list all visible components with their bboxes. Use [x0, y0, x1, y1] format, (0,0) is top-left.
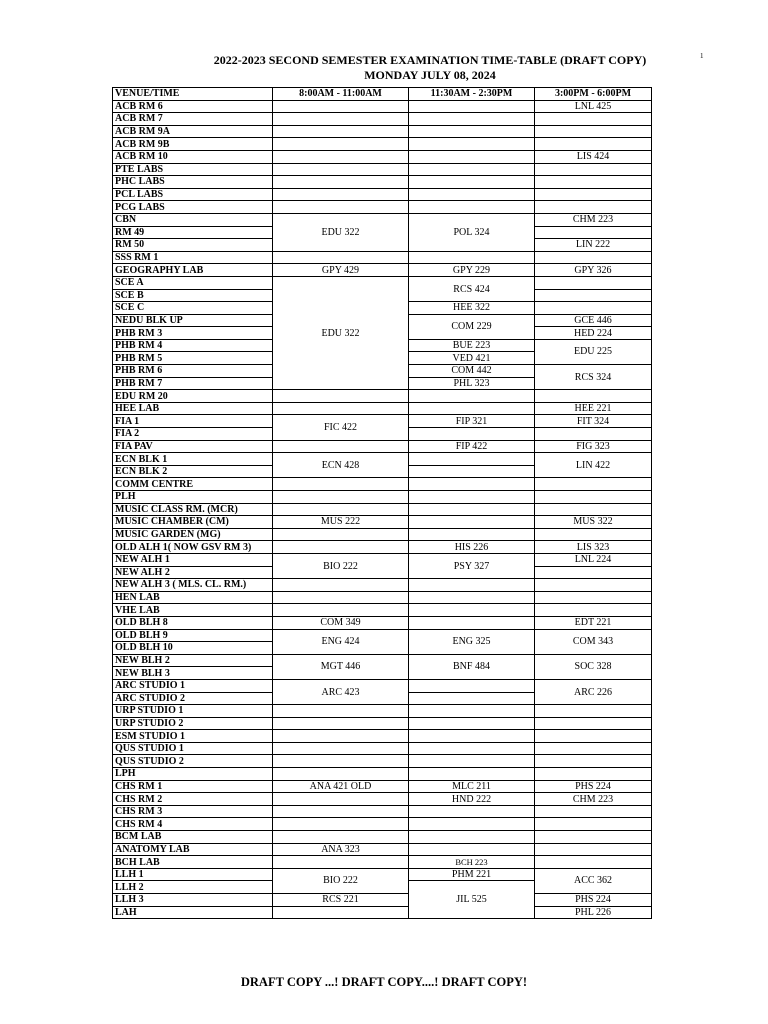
- table-row: [113, 478, 652, 491]
- venue-cell: PCG LABS: [113, 201, 273, 214]
- course-cell: EDT 221: [535, 616, 652, 629]
- table-row: [113, 528, 652, 541]
- course-cell: GPY 326: [535, 264, 652, 277]
- table-row: [113, 125, 652, 138]
- course-cell: [409, 478, 535, 491]
- venue-cell: QUS STUDIO 1: [113, 742, 273, 755]
- venue-cell: ECN BLK 2: [113, 465, 273, 478]
- course-cell: [409, 616, 535, 629]
- course-cell: [273, 591, 409, 604]
- course-cell: [273, 402, 409, 415]
- venue-cell: ACB RM 6: [113, 100, 273, 113]
- course-cell: [535, 201, 652, 214]
- course-cell: LIN 222: [535, 239, 652, 252]
- table-row: [113, 730, 652, 743]
- venue-cell: ESM STUDIO 1: [113, 730, 273, 743]
- course-cell: EDU 322: [273, 276, 409, 389]
- venue-cell: ARC STUDIO 2: [113, 692, 273, 705]
- course-cell: [409, 768, 535, 781]
- venue-cell: PHB RM 4: [113, 339, 273, 352]
- course-cell: ECN 428: [273, 453, 409, 478]
- venue-cell: PHB RM 3: [113, 327, 273, 340]
- table-row: [113, 213, 652, 226]
- course-cell: [535, 302, 652, 315]
- venue-cell: FIA 2: [113, 428, 273, 441]
- course-cell: FIT 324: [535, 415, 652, 428]
- title-line-1: 2022-2023 SECOND SEMESTER EXAMINATION TIME-TABLE (DRAFT COPY): [213, 53, 647, 67]
- course-cell: BNF 484: [409, 654, 535, 679]
- course-cell: [409, 465, 535, 478]
- course-cell: SOC 328: [535, 654, 652, 679]
- venue-cell: MUSIC GARDEN (MG): [113, 528, 273, 541]
- course-cell: ACC 362: [535, 868, 652, 893]
- table-row: [113, 906, 652, 919]
- header-slot-2: 11:30AM - 2:30PM: [409, 88, 535, 101]
- venue-cell: ECN BLK 1: [113, 453, 273, 466]
- course-cell: [409, 113, 535, 126]
- course-cell: MUS 222: [273, 516, 409, 529]
- course-cell: [273, 818, 409, 831]
- venue-cell: ACB RM 9B: [113, 138, 273, 151]
- course-cell: FIC 422: [273, 415, 409, 440]
- course-cell: [409, 579, 535, 592]
- course-cell: [273, 125, 409, 138]
- course-cell: [535, 226, 652, 239]
- table-row: [113, 768, 652, 781]
- course-cell: [273, 440, 409, 453]
- course-cell: [409, 125, 535, 138]
- course-cell: [273, 755, 409, 768]
- course-cell: RCS 324: [535, 365, 652, 390]
- course-cell: [535, 768, 652, 781]
- table-row: [113, 453, 652, 466]
- table-row: [113, 553, 652, 566]
- venue-cell: MUSIC CLASS RM. (MCR): [113, 503, 273, 516]
- venue-cell: SCE C: [113, 302, 273, 315]
- venue-cell: LLH 3: [113, 894, 273, 907]
- venue-cell: SCE B: [113, 289, 273, 302]
- course-cell: [409, 528, 535, 541]
- course-cell: LIS 323: [535, 541, 652, 554]
- venue-cell: URP STUDIO 1: [113, 705, 273, 718]
- header-row: [113, 88, 652, 101]
- table-row: [113, 705, 652, 718]
- course-cell: [535, 491, 652, 504]
- table-row: [113, 868, 652, 881]
- course-cell: [273, 541, 409, 554]
- course-cell: [409, 503, 535, 516]
- course-cell: [273, 717, 409, 730]
- table-row: [113, 717, 652, 730]
- venue-cell: LAH: [113, 906, 273, 919]
- course-cell: [535, 125, 652, 138]
- table-row: [113, 440, 652, 453]
- course-cell: [273, 503, 409, 516]
- table-row: [113, 176, 652, 189]
- venue-cell: NEDU BLK UP: [113, 314, 273, 327]
- course-cell: [409, 831, 535, 844]
- table-row: [113, 742, 652, 755]
- venue-cell: ANATOMY LAB: [113, 843, 273, 856]
- course-cell: HIS 226: [409, 541, 535, 554]
- course-cell: [409, 100, 535, 113]
- venue-cell: NEW ALH 1: [113, 553, 273, 566]
- course-cell: [535, 805, 652, 818]
- table-row: [113, 843, 652, 856]
- course-cell: [535, 503, 652, 516]
- table-row: [113, 100, 652, 113]
- course-cell: [273, 188, 409, 201]
- course-cell: [535, 579, 652, 592]
- table-row: [113, 402, 652, 415]
- course-cell: [273, 390, 409, 403]
- course-cell: COM 442: [409, 365, 535, 378]
- course-cell: ARC 423: [273, 679, 409, 704]
- course-cell: [273, 100, 409, 113]
- venue-cell: CHS RM 2: [113, 793, 273, 806]
- table-row: [113, 138, 652, 151]
- course-cell: COM 343: [535, 629, 652, 654]
- course-cell: [273, 138, 409, 151]
- course-cell: [535, 604, 652, 617]
- course-cell: [409, 402, 535, 415]
- page-number: 1: [700, 52, 704, 60]
- venue-cell: PHB RM 5: [113, 352, 273, 365]
- venue-cell: FIA PAV: [113, 440, 273, 453]
- course-cell: LIS 424: [535, 150, 652, 163]
- table-row: [113, 516, 652, 529]
- table-row: [113, 780, 652, 793]
- course-cell: PHL 226: [535, 906, 652, 919]
- course-cell: [409, 163, 535, 176]
- venue-cell: BCM LAB: [113, 831, 273, 844]
- course-cell: [409, 705, 535, 718]
- venue-cell: RM 50: [113, 239, 273, 252]
- course-cell: [273, 113, 409, 126]
- course-cell: HED 224: [535, 327, 652, 340]
- course-cell: [273, 491, 409, 504]
- course-cell: LNL 425: [535, 100, 652, 113]
- venue-cell: HEN LAB: [113, 591, 273, 604]
- course-cell: CHM 223: [535, 213, 652, 226]
- venue-cell: LPH: [113, 768, 273, 781]
- course-cell: ENG 424: [273, 629, 409, 654]
- course-cell: [273, 251, 409, 264]
- course-cell: [409, 453, 535, 466]
- table-row: [113, 793, 652, 806]
- table-row: [113, 591, 652, 604]
- venue-cell: ACB RM 7: [113, 113, 273, 126]
- course-cell: [535, 188, 652, 201]
- course-cell: [535, 176, 652, 189]
- course-cell: VED 421: [409, 352, 535, 365]
- course-cell: HEE 221: [535, 402, 652, 415]
- table-row: [113, 629, 652, 642]
- venue-cell: MUSIC CHAMBER (CM): [113, 516, 273, 529]
- course-cell: [409, 251, 535, 264]
- course-cell: [409, 188, 535, 201]
- venue-cell: SCE A: [113, 276, 273, 289]
- course-cell: [409, 818, 535, 831]
- table-row: [113, 264, 652, 277]
- table-row: [113, 150, 652, 163]
- table-row: [113, 251, 652, 264]
- course-cell: MUS 322: [535, 516, 652, 529]
- course-cell: [273, 604, 409, 617]
- course-cell: GCE 446: [535, 314, 652, 327]
- course-cell: ARC 226: [535, 679, 652, 704]
- timetable-body: [113, 100, 652, 919]
- course-cell: [535, 276, 652, 289]
- course-cell: BIO 222: [273, 868, 409, 893]
- course-cell: [535, 755, 652, 768]
- course-cell: [273, 201, 409, 214]
- table-row: [113, 831, 652, 844]
- course-cell: [409, 491, 535, 504]
- course-cell: GPY 229: [409, 264, 535, 277]
- venue-cell: ACB RM 9A: [113, 125, 273, 138]
- header-slot-3: 3:00PM - 6:00PM: [535, 88, 652, 101]
- course-cell: [273, 768, 409, 781]
- course-cell: PHL 323: [409, 377, 535, 390]
- table-row: [113, 541, 652, 554]
- venue-cell: PTE LABS: [113, 163, 273, 176]
- course-cell: [273, 856, 409, 869]
- venue-cell: LLH 2: [113, 881, 273, 894]
- course-cell: [273, 150, 409, 163]
- venue-cell: OLD BLH 10: [113, 642, 273, 655]
- course-cell: [535, 856, 652, 869]
- table-row: [113, 491, 652, 504]
- venue-cell: PHB RM 7: [113, 377, 273, 390]
- course-cell: [535, 818, 652, 831]
- header-slot-1: 8:00AM - 11:00AM: [273, 88, 409, 101]
- course-cell: [409, 730, 535, 743]
- title-line-2: MONDAY JULY 08, 2024: [364, 68, 496, 82]
- course-cell: [409, 390, 535, 403]
- table-row: [113, 805, 652, 818]
- course-cell: RCS 221: [273, 894, 409, 907]
- course-cell: [409, 755, 535, 768]
- exam-timetable: [112, 87, 652, 919]
- course-cell: [535, 428, 652, 441]
- course-cell: RCS 424: [409, 276, 535, 301]
- course-cell: [409, 742, 535, 755]
- venue-cell: OLD ALH 1( NOW GSV RM 3): [113, 541, 273, 554]
- course-cell: PSY 327: [409, 553, 535, 578]
- course-cell: MLC 211: [409, 780, 535, 793]
- course-cell: [409, 138, 535, 151]
- course-cell: [273, 705, 409, 718]
- course-cell: ANA 323: [273, 843, 409, 856]
- venue-cell: VHE LAB: [113, 604, 273, 617]
- course-cell: [535, 163, 652, 176]
- table-row: [113, 604, 652, 617]
- course-cell: [409, 176, 535, 189]
- course-cell: [535, 138, 652, 151]
- course-cell: EDU 322: [273, 213, 409, 251]
- course-cell: [535, 591, 652, 604]
- venue-cell: ACB RM 10: [113, 150, 273, 163]
- draft-footer: DRAFT COPY ...! DRAFT COPY....! DRAFT COPY!: [240, 975, 528, 989]
- table-row: [113, 113, 652, 126]
- course-cell: [409, 679, 535, 692]
- table-row: [113, 390, 652, 403]
- course-cell: PHS 224: [535, 780, 652, 793]
- course-cell: GPY 429: [273, 264, 409, 277]
- course-cell: HEE 322: [409, 302, 535, 315]
- table-row: [113, 579, 652, 592]
- document-title: [0, 53, 768, 83]
- course-cell: PHM 221: [409, 868, 535, 881]
- venue-cell: PHB RM 6: [113, 365, 273, 378]
- venue-cell: NEW ALH 3 ( MLS. CL. RM.): [113, 579, 273, 592]
- table-row: [113, 679, 652, 692]
- venue-cell: PCL LABS: [113, 188, 273, 201]
- venue-cell: BCH LAB: [113, 856, 273, 869]
- course-cell: [409, 516, 535, 529]
- venue-cell: COMM CENTRE: [113, 478, 273, 491]
- course-cell: BUE 223: [409, 339, 535, 352]
- course-cell: [273, 528, 409, 541]
- table-row: [113, 894, 652, 907]
- venue-cell: SSS RM 1: [113, 251, 273, 264]
- course-cell: COM 349: [273, 616, 409, 629]
- course-cell: [409, 805, 535, 818]
- course-cell: [409, 591, 535, 604]
- venue-cell: NEW BLH 2: [113, 654, 273, 667]
- course-cell: POL 324: [409, 213, 535, 251]
- course-cell: [273, 478, 409, 491]
- course-cell: EDU 225: [535, 339, 652, 364]
- course-cell: FIG 323: [535, 440, 652, 453]
- course-cell: HND 222: [409, 793, 535, 806]
- course-cell: [273, 742, 409, 755]
- course-cell: [409, 201, 535, 214]
- venue-cell: RM 49: [113, 226, 273, 239]
- venue-cell: CBN: [113, 213, 273, 226]
- table-row: [113, 503, 652, 516]
- course-cell: [273, 176, 409, 189]
- table-row: [113, 818, 652, 831]
- course-cell: JIL 525: [409, 881, 535, 919]
- table-row: [113, 415, 652, 428]
- venue-cell: HEE LAB: [113, 402, 273, 415]
- venue-cell: QUS STUDIO 2: [113, 755, 273, 768]
- course-cell: [535, 528, 652, 541]
- course-cell: [409, 604, 535, 617]
- venue-cell: OLD BLH 9: [113, 629, 273, 642]
- venue-cell: LLH 1: [113, 868, 273, 881]
- table-row: [113, 188, 652, 201]
- venue-cell: NEW BLH 3: [113, 667, 273, 680]
- course-cell: BCH 223: [409, 856, 535, 869]
- course-cell: [409, 717, 535, 730]
- venue-cell: PLH: [113, 491, 273, 504]
- course-cell: LNL 224: [535, 553, 652, 566]
- course-cell: ANA 421 OLD: [273, 780, 409, 793]
- venue-cell: CHS RM 1: [113, 780, 273, 793]
- table-row: [113, 616, 652, 629]
- venue-cell: GEOGRAPHY LAB: [113, 264, 273, 277]
- table-row: [113, 276, 652, 289]
- venue-cell: NEW ALH 2: [113, 566, 273, 579]
- table-row: [113, 163, 652, 176]
- course-cell: FIP 321: [409, 415, 535, 428]
- venue-cell: FIA 1: [113, 415, 273, 428]
- table-row: [113, 856, 652, 869]
- course-cell: [535, 831, 652, 844]
- course-cell: LIN 422: [535, 453, 652, 478]
- course-cell: [273, 831, 409, 844]
- course-cell: BIO 222: [273, 553, 409, 578]
- course-cell: [535, 251, 652, 264]
- course-cell: ENG 325: [409, 629, 535, 654]
- course-cell: [273, 163, 409, 176]
- header-venue: VENUE/TIME: [113, 88, 273, 101]
- table-row: [113, 201, 652, 214]
- course-cell: [409, 692, 535, 705]
- course-cell: CHM 223: [535, 793, 652, 806]
- venue-cell: OLD BLH 8: [113, 616, 273, 629]
- course-cell: [535, 390, 652, 403]
- course-cell: [535, 730, 652, 743]
- course-cell: MGT 446: [273, 654, 409, 679]
- course-cell: [535, 705, 652, 718]
- venue-cell: URP STUDIO 2: [113, 717, 273, 730]
- course-cell: [535, 566, 652, 579]
- course-cell: [273, 805, 409, 818]
- course-cell: [535, 717, 652, 730]
- venue-cell: CHS RM 3: [113, 805, 273, 818]
- course-cell: [535, 843, 652, 856]
- venue-cell: PHC LABS: [113, 176, 273, 189]
- course-cell: [409, 843, 535, 856]
- course-cell: [273, 793, 409, 806]
- course-cell: [535, 289, 652, 302]
- course-cell: [409, 428, 535, 441]
- course-cell: [535, 113, 652, 126]
- course-cell: [409, 150, 535, 163]
- table-row: [113, 654, 652, 667]
- venue-cell: CHS RM 4: [113, 818, 273, 831]
- course-cell: [273, 579, 409, 592]
- course-cell: FIP 422: [409, 440, 535, 453]
- table-row: [113, 755, 652, 768]
- venue-cell: EDU RM 20: [113, 390, 273, 403]
- course-cell: PHS 224: [535, 894, 652, 907]
- course-cell: [535, 742, 652, 755]
- course-cell: [535, 478, 652, 491]
- course-cell: COM 229: [409, 314, 535, 339]
- venue-cell: ARC STUDIO 1: [113, 679, 273, 692]
- course-cell: [273, 730, 409, 743]
- course-cell: [273, 906, 409, 919]
